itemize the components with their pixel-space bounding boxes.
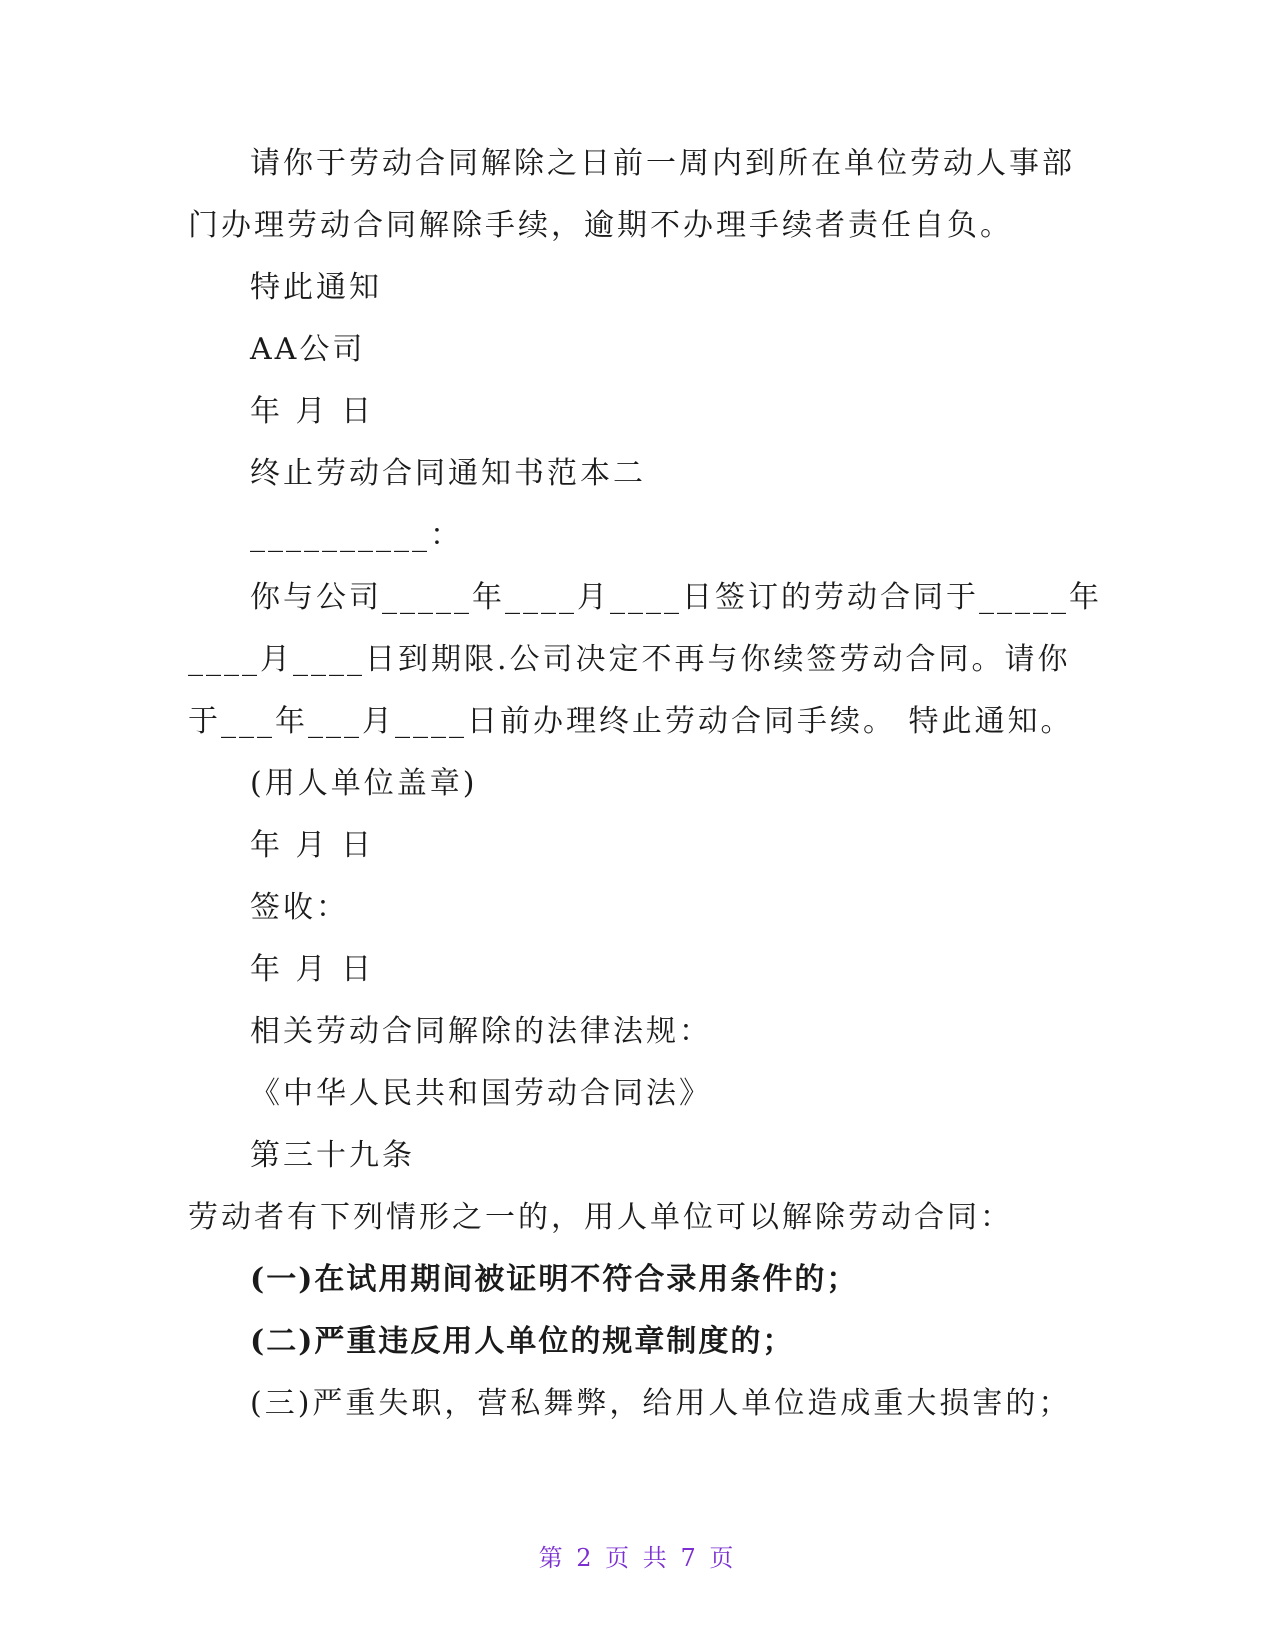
list-item: (三)严重失职，营私舞弊，给用人单位造成重大损害的； (250, 1386, 1072, 1421)
article-number: 第三十九条 (250, 1138, 415, 1173)
paragraph-line: 你与公司_____年____月____日签订的劳动合同于_____年 (250, 580, 1102, 615)
list-item: (一)在试用期间被证明不符合录用条件的； (250, 1262, 859, 1297)
signature-label: 签收： (250, 890, 349, 925)
company-name: AA公司 (250, 332, 366, 367)
seal-line: (用人单位盖章) (250, 766, 478, 801)
page-number-footer: 第 2 页 共 7 页 (538, 1544, 737, 1572)
date-line: 年 月 日 (250, 394, 375, 429)
paragraph-line: 于___年___月____日前办理终止劳动合同手续。 特此通知。 (188, 704, 1074, 739)
paragraph-line: ____月____日到期限.公司决定不再与你续签劳动合同。请你 (188, 642, 1071, 677)
paragraph-line: 劳动者有下列情形之一的，用人单位可以解除劳动合同： (188, 1200, 1013, 1235)
list-item: (二)严重违反用人单位的规章制度的； (250, 1324, 795, 1359)
section-heading: 相关劳动合同解除的法律法规： (250, 1014, 712, 1049)
section-title: 终止劳动合同通知书范本二 (250, 456, 646, 491)
notice-closing: 特此通知 (250, 270, 382, 305)
date-line: 年 月 日 (250, 828, 375, 863)
recipient-blank: __________： (250, 518, 463, 553)
paragraph-line: 请你于劳动合同解除之日前一周内到所在单位劳动人事部 (250, 146, 1075, 181)
paragraph-line: 门办理劳动合同解除手续，逾期不办理手续者责任自负。 (188, 208, 1013, 243)
law-title: 《中华人民共和国劳动合同法》 (250, 1076, 712, 1111)
date-line: 年 月 日 (250, 952, 375, 987)
